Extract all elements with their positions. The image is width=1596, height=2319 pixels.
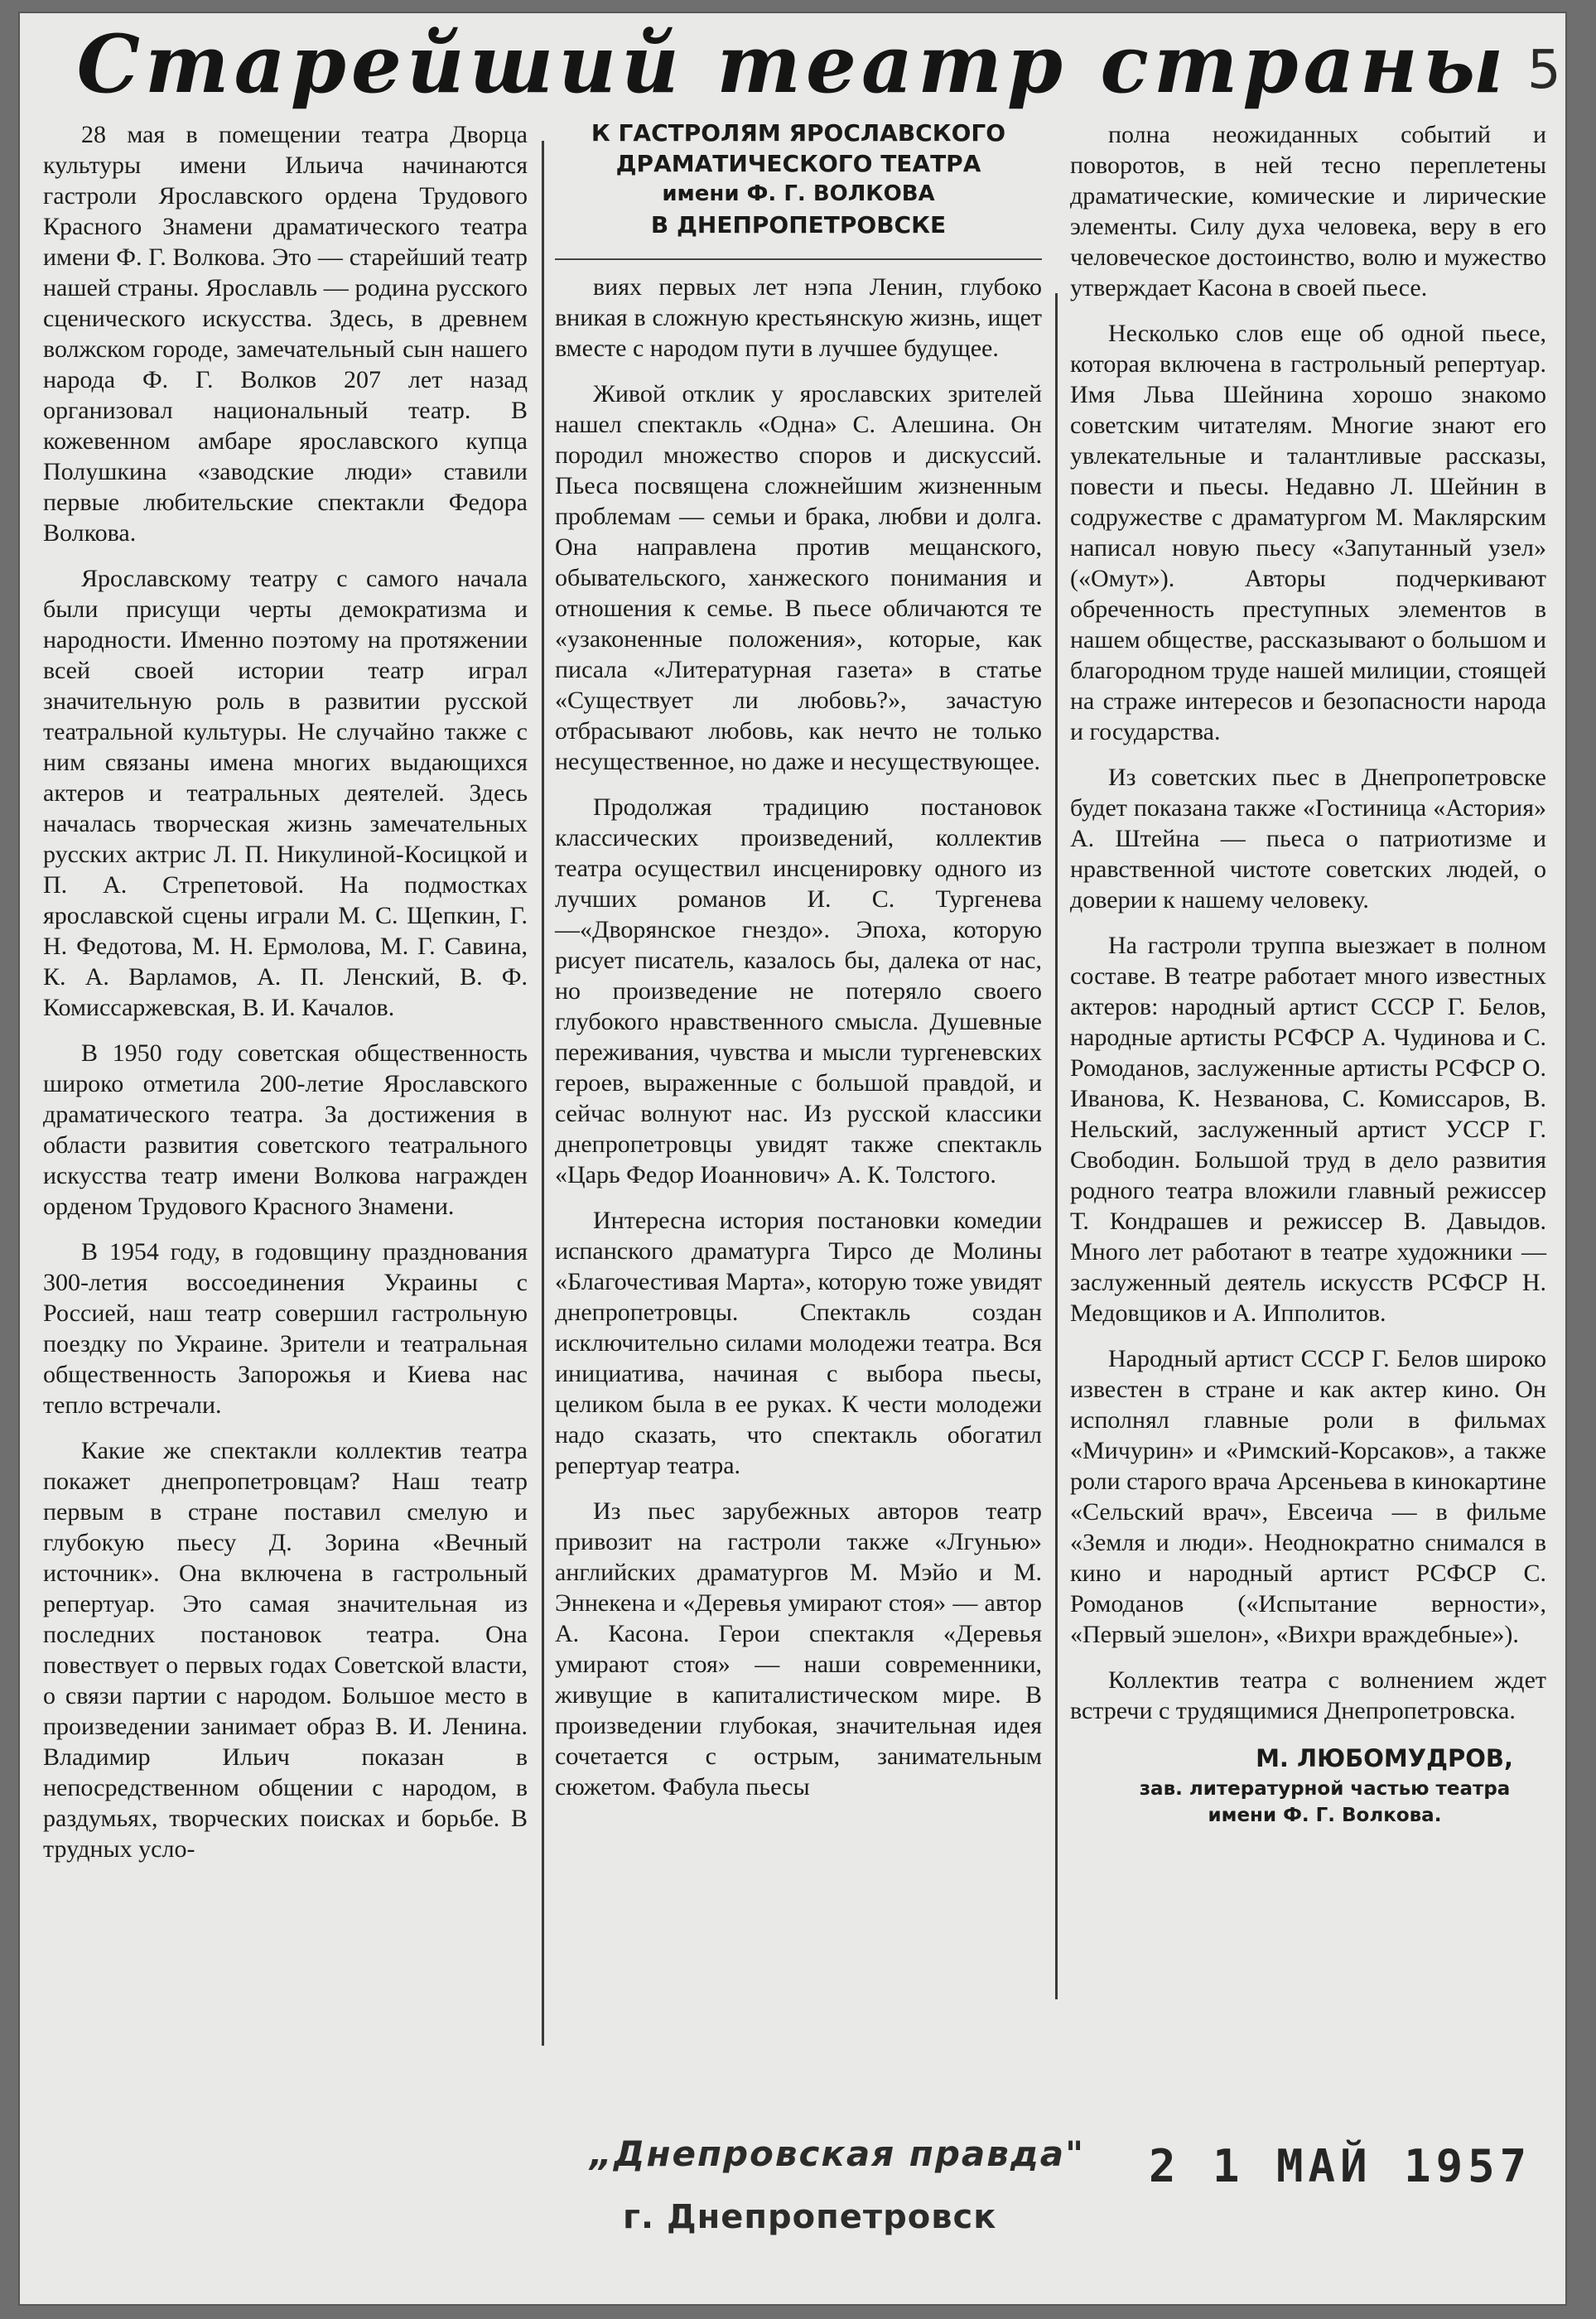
paragraph: Интересна история постановки комедии испанского драматурга Тирсо де Молины «Благочестивая Марта», которую тоже увидят днепропетровцы. Спектакль создан исключительно силами молодежи театра. Вся инициатива, начиная с выбора пьесы, целиком была в ее руках. К чести молодежи надо сказать, что спектакль обогатил репертуар театра. bbox=[555, 1207, 1042, 1479]
article-subheading bbox=[555, 118, 1042, 240]
newspaper-name-stamp: „Днепровская правда" bbox=[590, 2133, 1085, 2174]
article-column-1 bbox=[43, 119, 528, 1879]
paragraph: Продолжая традицию постановок классических произведений, коллектив театра осуществил инсценировку одного из лучших романов И. С. Тургенева—«Дворянское гнездо». Эпоха, которую рисует писатель, казалось бы, далека от нас, но произведение не потеряло своего глубокого нравственного смысла. Душевные переживания, чувства и мысли тургеневских героев, выраженные с большой правдой, и сейчас волнуют нас. Из русской классики днепропетровцы увидят также спектакль «Царь Федор Иоаннович» А. К. Толстого. bbox=[555, 793, 1042, 1188]
paragraph: Несколько слов еще об одной пьесе, которая включена в гастрольный репертуар. Имя Льва Шейнина хорошо знакомо советским читателям. Многие знают его увлекательные и талантливые рассказы, повести и пьесы. Недавно Л. Шейнин в содружестве с драматургом М. Маклярским написал новую пьесу «Запутанный узел» («Омут»). Авторы подчеркивают обреченность преступных элементов в нашем обществе, рассказывают о большом и благородном труде нашей милиции, стоящей на страже интересов и безопасности народа и государства. bbox=[1070, 320, 1546, 745]
paragraph: Из пьес зарубежных авторов театр привозит на гастроли также «Лгунью» английских драматургов М. Мэйо и М. Эннекена и «Деревья умирают стоя» — автор А. Касона. Герои спектакля «Деревья умирают стоя» — наши современники, живущие в капиталистическом мире. В произведении глубокая, значительная идея сочетается с острым, занимательным сюжетом. Фабула пьесы bbox=[555, 1497, 1042, 1801]
headline: Старейший театр страны bbox=[76, 17, 1509, 111]
page-number-mark: 5 bbox=[1527, 40, 1561, 101]
author-name: М. ЛЮБОМУДРОВ, bbox=[1256, 1744, 1513, 1772]
paragraph: виях первых лет нэпа Ленин, глубоко вникая в сложную крестьянскую жизнь, ищет вместе с народом пути в лучшее будущее. bbox=[555, 273, 1042, 362]
paragraph: На гастроли труппа выезжает в полном составе. В театре работает много известных актеров: народный артист СССР Г. Белов, народные артисты РСФСР А. Чудинова и С. Ромоданов, заслуженные артисты РСФСР О. Иванова, К. Незванова, С. Комиссаров, В. Нельский, заслуженный артист УССР Г. Свободин. Большой труд в дело развития родного театра вложили главный режиссер Т. Кондрашев и режиссер В. Давыдов. Много лет работают в театре художники — заслуженный деятель искусств РСФСР Н. Медовщиков и А. Ипполитов. bbox=[1070, 932, 1546, 1327]
subheading-line: В ДНЕПРОПЕТРОВСКЕ bbox=[650, 211, 947, 239]
paragraph: Живой отклик у ярославских зрителей нашел спектакль «Одна» С. Алешина. Он породил множество споров и дискуссий. Пьеса посвящена сложнейшим жизненным проблемам — семьи и брака, любви и долга. Она направлена против мещанского, обывательского, ханжеского понимания и отношения к семье. В пьесе обличаются те «узаконенные положения», которые, как писала «Литературная газета» в статье «Существует ли любовь?», зачастую отбрасывают любовь, как нечто не только несущественное, но даже и несуществующее. bbox=[555, 380, 1042, 775]
paragraph: Из советских пьес в Днепропетровске будет показана также «Гостиница «Астория» А. Штейна — пьеса о патриотизме и нравственной чистоте советских людей, о доверии к нашему человеку. bbox=[1070, 764, 1546, 914]
author-role: зав. литературной частью театра bbox=[1139, 1778, 1511, 1800]
article-column-2 bbox=[555, 118, 1042, 1817]
article-column-3 bbox=[1070, 119, 1546, 1829]
column-divider bbox=[542, 141, 544, 2046]
paragraph: Какие же спектакли коллектив театра покажет днепропетровцам? Наш театр первым в стране поставил смелую и глубокую пьесу Д. Зорина «Вечный источник». Она включена в гастрольный репертуар. Это самая значительная из последних постановок театра. Она повествует о первых годах Советской власти, о связи партии с народом. Большое место в произведении занимает образ В. И. Ленина. Владимир Ильич показан в непосредственном общении с народом, в раздумьях, творческих поисках и борьбе. В трудных усло- bbox=[43, 1437, 528, 1863]
paragraph: В 1950 году советская общественность широко отметила 200-летие Ярославского драматического театра. За достижения в области развития советского театрального искусства театр имени Волкова награжден орденом Трудового Красного Знамени. bbox=[43, 1039, 528, 1220]
author-role: имени Ф. Г. Волкова. bbox=[1208, 1805, 1442, 1826]
paragraph: Народный артист СССР Г. Белов широко известен в стране и как актер кино. Он исполнял главные роли в фильмах «Мичурин» и «Римский-Корсаков», а также роли старого врача Арсеньева в кинокартине «Сельский врач», Евсеича — в фильме «Земля и люди». Неоднократно снимался в кино и народный артист РСФСР С. Ромоданов («Испытание верности», «Первый эшелон», «Вихри враждебные»). bbox=[1070, 1345, 1546, 1648]
paragraph: 28 мая в помещении театра Дворца культуры имени Ильича начинаются гастроли Ярославского ордена Трудового Красного Знамени драматического театра имени Ф. Г. Волкова. Это — старейший театр нашей страны. Ярославль — родина русского сценического искусства. Здесь, в древнем волжском городе, замечательный сын нашего народа Ф. Г. Волков 207 лет назад организовал национальный театр. В кожевенном амбаре ярославского купца Полушкина «заводские люди» ставили первые любительские спектакли Федора Волкова. bbox=[43, 121, 528, 547]
paragraph: Коллектив театра с волнением ждет встречи с трудящимися Днепропетровска. bbox=[1070, 1666, 1546, 1724]
city-stamp: г. Днепропетровск bbox=[623, 2198, 997, 2236]
date-stamp: 2 1 МАЙ 1957 bbox=[1149, 2140, 1532, 2192]
paragraph: Ярославскому театру с самого начала были присущи черты демократизма и народности. Именно поэтому на протяжении всей своей истории театр играл значительную роль в развитии русской театральной культуры. Не случайно также с ним связаны имена многих выдающихся актеров и театральных деятелей. Здесь началась творческая жизнь замечательных русских актрис Л. П. Никулиной-Косицкой и П. А. Стрепетовой. На подмостках ярославской сцены играли М. С. Щепкин, Г. Н. Федотова, М. Н. Ермолова, М. Г. Савина, К. А. Варламов, А. П. Ленский, В. Ф. Комиссаржевская, В. И. Качалов. bbox=[43, 565, 528, 1021]
newspaper-clipping bbox=[18, 12, 1567, 2306]
paragraph: В 1954 году, в годовщину празднования 300-летия воссоединения Украины с Россией, наш театр совершил гастрольную поездку по Украине. Зрители и театральная общественность Запорожья и Киева нас тепло встречали. bbox=[43, 1238, 528, 1419]
subheading-rule bbox=[555, 258, 1042, 260]
subheading-line: ДРАМАТИЧЕСКОГО ТЕАТРА bbox=[615, 150, 981, 177]
subheading-line: К ГАСТРОЛЯМ ЯРОСЛАВСКОГО bbox=[591, 119, 1006, 147]
author-signature bbox=[1070, 1741, 1546, 1829]
column-divider bbox=[1055, 293, 1058, 1999]
paragraph: полна неожиданных событий и поворотов, в ней тесно переплетены драматические, комические и лирические элементы. Силу духа человека, веру в его человеческое достоинство, волю и мужество утверждает Касона в своей пьесе. bbox=[1070, 121, 1546, 301]
subheading-line: имени Ф. Г. ВОЛКОВА bbox=[662, 181, 935, 206]
